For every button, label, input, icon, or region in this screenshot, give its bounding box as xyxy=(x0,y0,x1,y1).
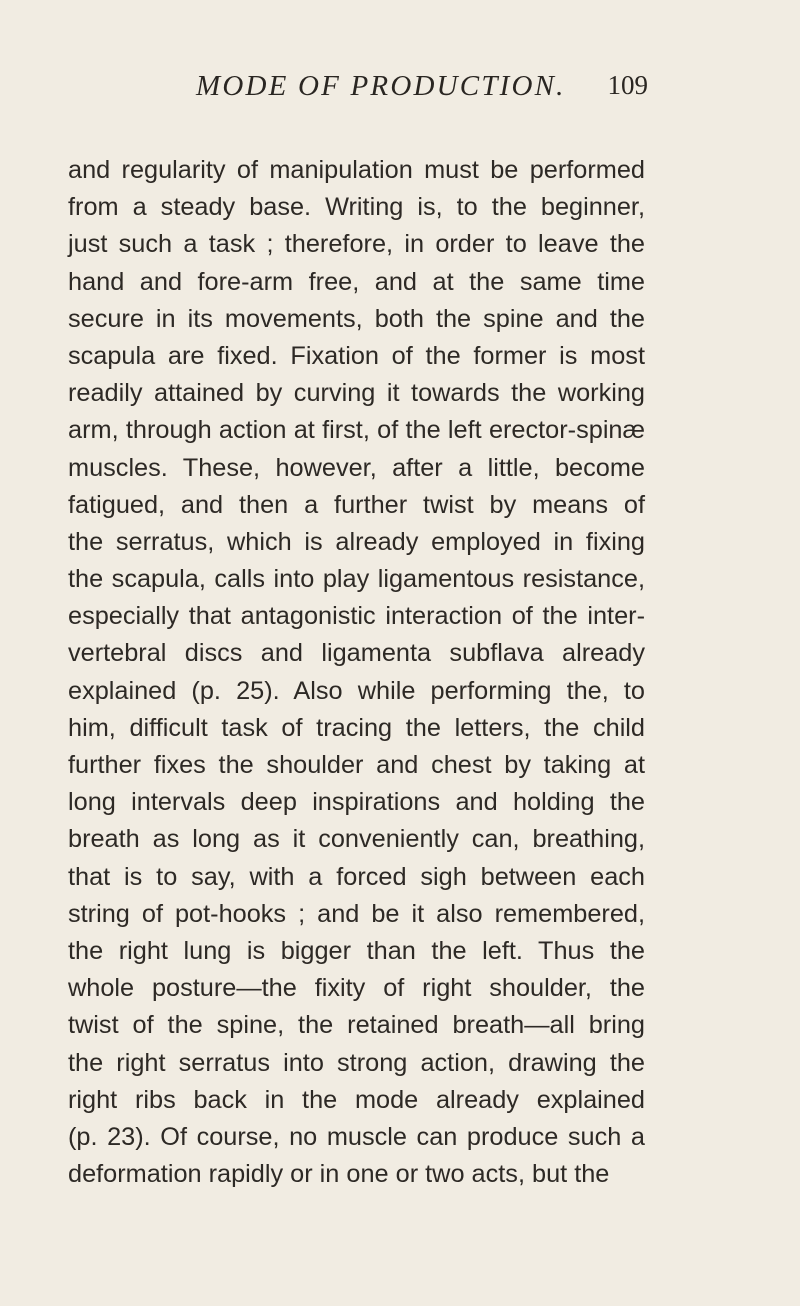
text-line: arm, through action at first, of the left erector-spinæ xyxy=(68,416,645,445)
text-line: deformation rapidly or in one or two acts, but the xyxy=(68,1160,610,1189)
text-line: that is to say, with a forced sigh between each xyxy=(68,862,645,891)
text-line: muscles. These, however, after a little, become xyxy=(68,453,645,482)
text-line: hand and fore-arm free, and at the same time xyxy=(68,267,645,296)
text-line: him, difficult task of tracing the letters, the child xyxy=(68,713,645,742)
text-line: further fixes the shoulder and chest by taking at xyxy=(68,751,645,779)
page-number: 109 xyxy=(607,70,648,100)
text-line: and regularity of manipulation must be performed xyxy=(68,156,645,184)
text-line: whole posture—the fixity of right shoulder, the xyxy=(68,974,645,1003)
text-line: twist of the spine, the retained breath—all bring xyxy=(68,1011,645,1040)
body-paragraph xyxy=(68,152,645,1193)
text-line: fatigued, and then a further twist by means of xyxy=(68,490,645,519)
running-head-title: MODE OF PRODUCTION. xyxy=(196,70,566,102)
text-line: vertebral discs and ligamenta subflava already xyxy=(68,639,645,668)
text-line: string of pot-hooks ; and be it also remembered, xyxy=(68,899,645,928)
text-line: long intervals deep inspirations and holding the xyxy=(68,788,645,817)
text-line: the serratus, which is already employed in fixing xyxy=(68,527,645,556)
text-line: just such a task ; therefore, in order to leave the xyxy=(68,230,645,259)
text-line: secure in its movements, both the spine and the xyxy=(68,304,645,333)
text-line: the right lung is bigger than the left. Thus the xyxy=(68,936,645,965)
text-line: from a steady base. Writing is, to the beginner, xyxy=(68,193,645,222)
text-line: especially that antagonistic interaction of the inter- xyxy=(68,602,645,631)
text-line: right ribs back in the mode already explained xyxy=(68,1085,645,1114)
text-line: scapula are fixed. Fixation of the former is most xyxy=(68,341,645,370)
text-line: explained (p. 25). Also while performing the, to xyxy=(68,676,645,705)
text-line: breath as long as it conveniently can, breathing, xyxy=(68,825,645,854)
text-line: (p. 23). Of course, no muscle can produce such a xyxy=(68,1122,645,1151)
text-line: the scapula, calls into play ligamentous resistance, xyxy=(68,565,645,594)
page-header xyxy=(196,70,648,120)
text-line: the right serratus into strong action, drawing the xyxy=(68,1048,645,1077)
text-line: readily attained by curving it towards the working xyxy=(68,379,645,408)
